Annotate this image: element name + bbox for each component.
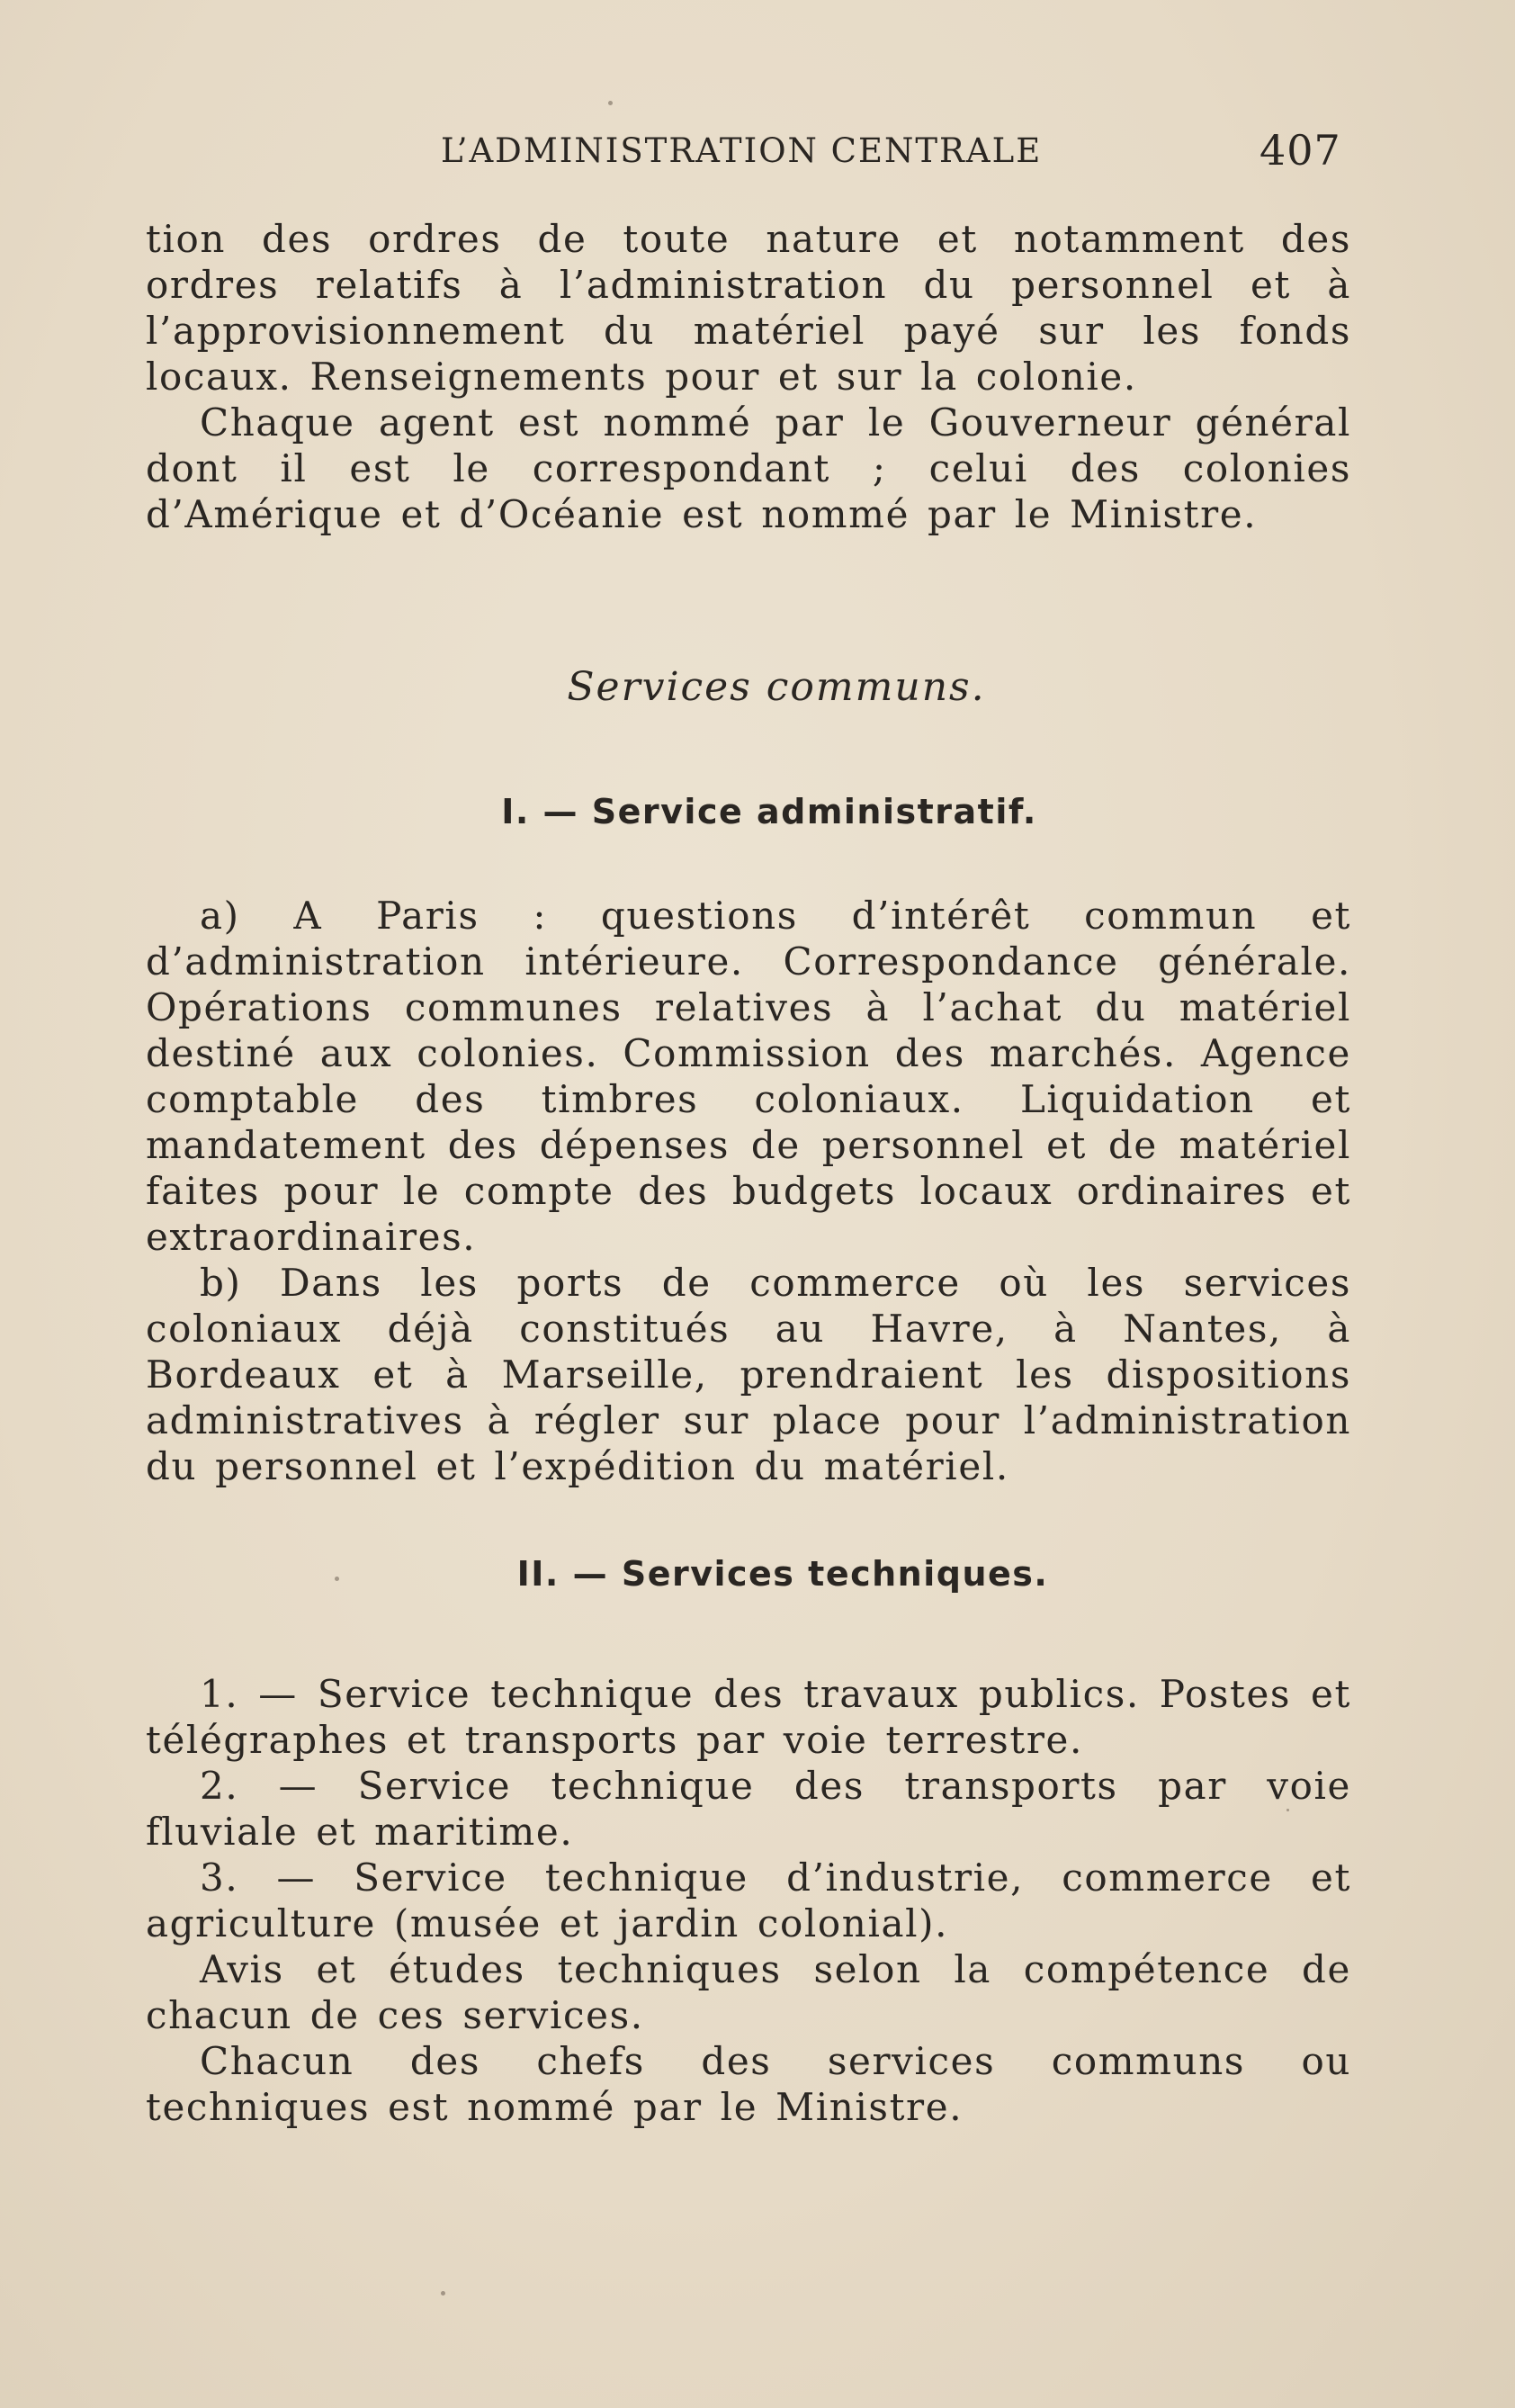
- heading-service-administratif: I. — Service administratif.: [501, 792, 1037, 831]
- paper-speck: [1286, 1809, 1289, 1811]
- paragraph: 1. — Service technique des travaux publics. Postes et télégraphes et transports par voie terrestre.: [146, 1672, 1351, 1762]
- paragraph: Avis et études techniques selon la compétence de chacun de ces services.: [146, 1947, 1351, 2037]
- paper-speck: [608, 101, 613, 105]
- heading-services-techniques: II. — Services techniques.: [516, 1554, 1049, 1594]
- page-number: 407: [1260, 126, 1341, 175]
- paragraph: Chaque agent est nommé par le Gouverneur général dont il est le correspondant ; celui des colonies d’Amérique et d’Océanie est nommé par le Ministre.: [146, 400, 1351, 536]
- paragraph: Chacun des chefs des services communs ou techniques est nommé par le Ministre.: [146, 2039, 1351, 2129]
- paragraph: b) Dans les ports de commerce où les services coloniaux déjà constitués au Havre, à Nantes, à Bordeaux et à Marseille, prendraient les dispositions administratives à régler sur place pour l’administration du personnel et l’expédition du matériel.: [146, 1261, 1351, 1488]
- intro-text: [146, 216, 1351, 537]
- section-title-services-communs: Services communs.: [567, 664, 986, 710]
- paragraph: a) A Paris : questions d’intérêt commun et d’administration intérieure. Correspondance générale. Opérations communes relatives à l’achat du matériel destiné aux colonies. Commission des marchés. Agence comptable des timbres coloniaux. Liquidation et mandatement des dépenses de personnel et de matériel faites pour le compte des budgets locaux ordinaires et extraordinaires.: [146, 894, 1351, 1259]
- running-title: L’ADMINISTRATION CENTRALE: [441, 131, 1043, 170]
- paragraph: 3. — Service technique d’industrie, commerce et agriculture (musée et jardin colonial).: [146, 1855, 1351, 1945]
- paragraph: tion des ordres de toute nature et notamment des ordres relatifs à l’administration du personnel et à l’approvisionnement du matériel payé sur les fonds locaux. Renseignements pour et sur la colonie.: [146, 217, 1351, 399]
- paper-speck: [441, 2291, 445, 2296]
- paragraph: 2. — Service technique des transports par voie fluviale et maritime.: [146, 1764, 1351, 1854]
- services-techniques-text: [146, 1671, 1351, 2130]
- service-administratif-text: [146, 893, 1351, 1489]
- paper-speck: [335, 1577, 339, 1581]
